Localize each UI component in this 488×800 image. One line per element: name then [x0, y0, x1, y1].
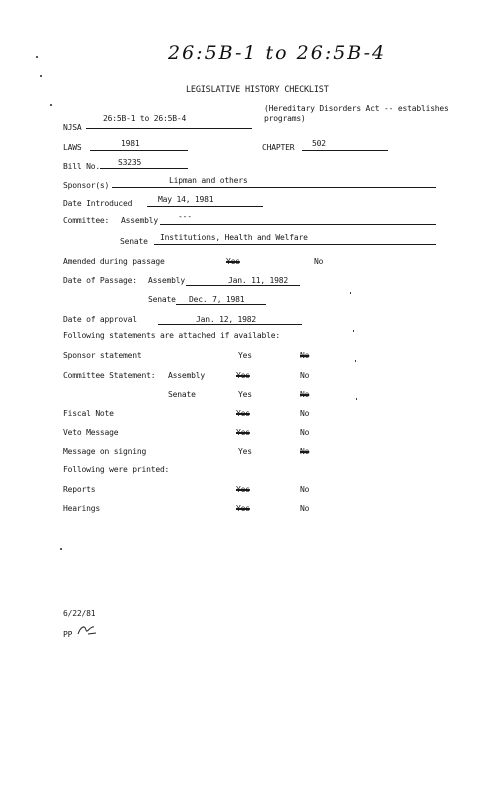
- committee-assembly-label: Assembly: [121, 216, 158, 225]
- scan-speck: [40, 75, 42, 77]
- committee-assembly-underline: [160, 224, 436, 225]
- sponsor-statement-yes: Yes: [238, 351, 252, 360]
- passage-assembly-value: Jan. 11, 1982: [228, 276, 289, 285]
- sponsor-label: Sponsor(s): [63, 181, 110, 190]
- attached-heading: Following statements are attached if available:: [63, 331, 280, 340]
- date-introduced-label: Date Introduced: [63, 199, 133, 208]
- sponsor-value: Lipman and others: [169, 176, 248, 185]
- chapter-value: 502: [312, 139, 326, 148]
- scan-speck: [356, 398, 357, 400]
- scan-speck: [36, 56, 38, 58]
- veto-message-label: Veto Message: [63, 428, 119, 437]
- committee-senate-value: Institutions, Health and Welfare: [160, 233, 308, 242]
- sponsor-statement-label: Sponsor statement: [63, 351, 142, 360]
- passage-senate-underline: [176, 304, 266, 305]
- passage-assembly-label: Assembly: [148, 276, 185, 285]
- scan-speck: [355, 360, 356, 362]
- passage-label: Date of Passage:: [63, 276, 137, 285]
- passage-senate-value: Dec. 7, 1981: [189, 295, 245, 304]
- committee-senate-underline: [154, 244, 436, 245]
- passage-senate-label: Senate: [148, 295, 176, 304]
- njsa-note-line1: (Hereditary Disorders Act -- establishes: [264, 104, 449, 113]
- laws-underline: [90, 150, 188, 151]
- scan-speck: [50, 104, 52, 106]
- message-on-signing-label: Message on signing: [63, 447, 147, 456]
- chapter-label: CHAPTER: [262, 143, 295, 152]
- printed-heading: Following were printed:: [63, 465, 170, 474]
- handwritten-initials-mark: [76, 622, 98, 638]
- committee-assembly-value: ---: [178, 212, 192, 221]
- amended-label: Amended during passage: [63, 257, 165, 266]
- amended-yes-struck: Yes: [226, 257, 240, 266]
- footer-initials: PP: [63, 630, 73, 639]
- committee-statement-senate-no-struck: No: [300, 390, 310, 399]
- checklist-heading: LEGISLATIVE HISTORY CHECKLIST: [186, 85, 329, 95]
- njsa-value: 26:5B-1 to 26:5B-4: [103, 114, 187, 123]
- laws-label: LAWS: [63, 143, 82, 152]
- committee-statement-assembly-yes-struck: Yes: [236, 371, 250, 380]
- approval-label: Date of approval: [63, 315, 137, 324]
- message-on-signing-no-struck: No: [300, 447, 310, 456]
- scan-speck: [60, 548, 62, 550]
- sponsor-underline: [112, 187, 436, 188]
- date-introduced-value: May 14, 1981: [158, 195, 214, 204]
- reports-yes-struck: Yes: [236, 485, 250, 494]
- fiscal-note-yes-struck: Yes: [236, 409, 250, 418]
- committee-label: Committee:: [63, 216, 110, 225]
- laws-value: 1981: [121, 139, 140, 148]
- njsa-note-line2: programs): [264, 114, 306, 123]
- veto-message-yes-struck: Yes: [236, 428, 250, 437]
- footer-date: 6/22/81: [63, 609, 96, 618]
- message-on-signing-yes: Yes: [238, 447, 252, 456]
- committee-statement-assembly-label: Assembly: [168, 371, 205, 380]
- scan-speck: [350, 292, 351, 294]
- fiscal-note-label: Fiscal Note: [63, 409, 114, 418]
- hearings-yes-struck: Yes: [236, 504, 250, 513]
- passage-assembly-underline: [186, 285, 300, 286]
- njsa-underline: [86, 128, 252, 129]
- fiscal-note-no: No: [300, 409, 310, 418]
- scan-speck: [353, 330, 354, 332]
- reports-no: No: [300, 485, 310, 494]
- veto-message-no: No: [300, 428, 310, 437]
- sponsor-statement-no-struck: No: [300, 351, 310, 360]
- committee-statement-label: Committee Statement:: [63, 371, 156, 380]
- approval-underline: [158, 324, 302, 325]
- hearings-label: Hearings: [63, 504, 100, 513]
- njsa-label: NJSA: [63, 123, 82, 132]
- committee-statement-assembly-no: No: [300, 371, 310, 380]
- date-introduced-underline: [147, 206, 263, 207]
- bill-value: S3235: [118, 158, 142, 167]
- reports-label: Reports: [63, 485, 96, 494]
- committee-statement-senate-yes: Yes: [238, 390, 252, 399]
- approval-value: Jan. 12, 1982: [196, 315, 257, 324]
- amended-no: No: [314, 257, 324, 266]
- committee-senate-label: Senate: [120, 237, 148, 246]
- handwritten-title: 26:5B-1 to 26:5B-4: [168, 42, 387, 64]
- bill-underline: [100, 168, 188, 169]
- hearings-no: No: [300, 504, 310, 513]
- chapter-underline: [302, 150, 388, 151]
- committee-statement-senate-label: Senate: [168, 390, 196, 399]
- bill-label: Bill No.: [63, 162, 100, 171]
